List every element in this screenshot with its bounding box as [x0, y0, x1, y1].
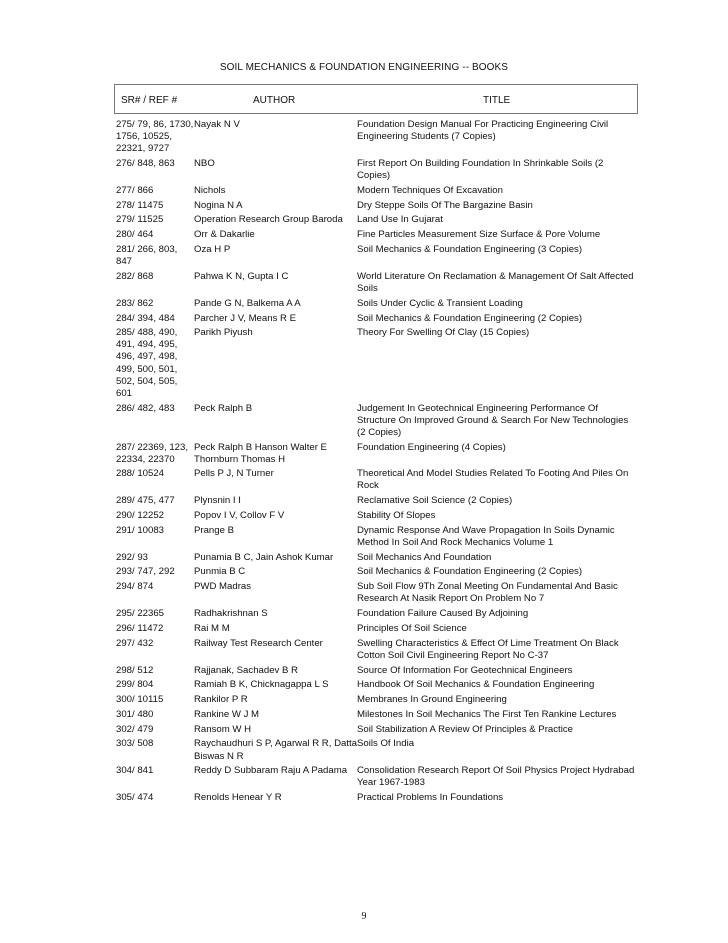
- table-row: [116, 525, 638, 549]
- author-cell: Operation Research Group Baroda: [194, 214, 343, 226]
- sr-ref-cell: 279/ 11525: [116, 214, 164, 226]
- sr-ref-cell: 277/ 866: [116, 184, 154, 196]
- header-author: AUTHOR: [253, 95, 296, 106]
- title-cell: Milestones In Soil Mechanics The First Ten Rankine Lectures: [357, 708, 617, 720]
- page-title: SOIL MECHANICS & FOUNDATION ENGINEERING -- BOOKS: [219, 62, 509, 73]
- sr-ref-cell: 288/ 10524: [116, 468, 165, 480]
- author-cell: Parcher J V, Means R E: [194, 312, 297, 324]
- author-cell: Rankilor P R: [194, 694, 248, 706]
- sr-ref-cell: 283/ 862: [116, 297, 154, 309]
- sr-ref-cell: 300/ 10115: [116, 694, 164, 706]
- table-row: [116, 581, 638, 605]
- table-row: [116, 709, 638, 721]
- title-cell: Practical Problems In Foundations: [357, 792, 504, 804]
- table-row: [116, 552, 638, 564]
- table-row: [116, 244, 638, 268]
- table-row: [116, 229, 638, 241]
- table-row: [116, 200, 638, 212]
- sr-ref-cell: 281/ 266, 803, 847: [116, 243, 178, 268]
- author-cell: Rankine W J M: [194, 708, 260, 720]
- sr-ref-cell: 290/ 12252: [116, 510, 165, 522]
- title-cell: Fine Particles Measurement Size Surface & Pore Volume: [357, 229, 601, 241]
- table-row: [116, 608, 638, 620]
- title-cell: Theoretical And Model Studies Related To Footing And Piles On Rock: [357, 468, 629, 492]
- author-cell: Nichols: [194, 184, 226, 196]
- title-cell: Foundation Engineering (4 Copies): [357, 441, 506, 453]
- title-cell: Stability Of Slopes: [357, 510, 436, 522]
- author-cell: Renolds Henear Y R: [194, 792, 282, 804]
- header-sr-ref: SR# / REF #: [121, 95, 178, 106]
- sr-ref-cell: 304/ 841: [116, 765, 154, 777]
- title-cell: Soil Mechanics & Foundation Engineering (2 Copies): [357, 566, 583, 578]
- sr-ref-cell: 278/ 11475: [116, 199, 164, 211]
- table-row: [116, 638, 638, 662]
- title-cell: Sub Soil Flow 9Th Zonal Meeting On Fundamental And Basic Research At Nasik Report On Problem No 7: [357, 581, 618, 605]
- table-row: [116, 765, 638, 789]
- table-row: [116, 679, 638, 691]
- author-cell: Punmia B C: [194, 566, 246, 578]
- table-row: [116, 313, 638, 325]
- table-row: [116, 298, 638, 310]
- sr-ref-cell: 305/ 474: [116, 792, 154, 804]
- sr-ref-cell: 289/ 475, 477: [116, 495, 175, 507]
- table-row: [116, 214, 638, 226]
- sr-ref-cell: 286/ 482, 483: [116, 402, 175, 414]
- sr-ref-cell: 295/ 22365: [116, 608, 165, 620]
- title-cell: Land Use In Gujarat: [357, 214, 443, 226]
- author-cell: Prange B: [194, 524, 235, 536]
- table-header: [114, 84, 638, 114]
- author-cell: Raychaudhuri S P, Agarwal R R, Datta Biswas N R: [194, 738, 357, 762]
- sr-ref-cell: 302/ 479: [116, 723, 154, 735]
- title-cell: Principles Of Soil Science: [357, 622, 467, 634]
- title-cell: Foundation Design Manual For Practicing Engineering Civil Engineering Students (7 Copies): [357, 119, 609, 143]
- title-cell: Soil Mechanics And Foundation: [357, 551, 492, 563]
- table-row: [116, 792, 638, 804]
- sr-ref-cell: 294/ 874: [116, 581, 154, 593]
- table-row: [116, 724, 638, 736]
- sr-ref-cell: 276/ 848, 863: [116, 157, 175, 169]
- title-cell: Dry Steppe Soils Of The Bargazine Basin: [357, 199, 533, 211]
- author-cell: Plynsnin I I: [194, 495, 241, 507]
- author-cell: Oza H P: [194, 243, 231, 255]
- table-row: [116, 158, 638, 182]
- table-row: [116, 442, 638, 466]
- page-number: 9: [361, 911, 367, 922]
- author-cell: Pande G N, Balkema A A: [194, 297, 301, 309]
- title-cell: Soils Under Cyclic & Transient Loading: [357, 297, 523, 309]
- title-cell: Theory For Swelling Of Clay (15 Copies): [357, 327, 530, 339]
- table-row: [116, 327, 638, 400]
- book-list: [116, 119, 638, 807]
- table-row: [116, 694, 638, 706]
- author-cell: Popov I V, Collov F V: [194, 510, 285, 522]
- table-row: [116, 510, 638, 522]
- sr-ref-cell: 291/ 10083: [116, 524, 165, 536]
- author-cell: Ransom W H: [194, 723, 252, 735]
- sr-ref-cell: 285/ 488, 490, 491, 494, 495, 496, 497, 498, 499, 500, 501, 502, 504, 505, 601: [116, 327, 178, 399]
- sr-ref-cell: 299/ 804: [116, 679, 154, 691]
- sr-ref-cell: 297/ 432: [116, 637, 154, 649]
- title-cell: Dynamic Response And Wave Propagation In Soils Dynamic Method In Soil And Rock Mechanics Volume 1: [357, 524, 615, 548]
- author-cell: Ramiah B K, Chicknagappa L S: [194, 679, 329, 691]
- sr-ref-cell: 303/ 508: [116, 738, 154, 750]
- title-cell: Soil Mechanics & Foundation Engineering (3 Copies): [357, 243, 583, 255]
- author-cell: Reddy D Subbaram Raju A Padama: [194, 765, 348, 777]
- table-row: [116, 566, 638, 578]
- author-cell: Peck Ralph B: [194, 402, 253, 414]
- author-cell: Punamia B C, Jain Ashok Kumar: [194, 551, 334, 563]
- author-cell: PWD Madras: [194, 581, 252, 593]
- author-cell: Pells P J, N Turner: [194, 468, 274, 480]
- title-cell: Swelling Characteristics & Effect Of Lime Treatment On Black Cotton Soil Civil Engineering Report No C-37: [357, 637, 619, 661]
- sr-ref-cell: 282/ 868: [116, 270, 154, 282]
- title-cell: Judgement In Geotechnical Engineering Performance Of Structure On Improved Ground & Search For New Technologies (2 Copies): [357, 402, 629, 438]
- table-row: [116, 119, 638, 155]
- table-row: [116, 623, 638, 635]
- table-row: [116, 468, 638, 492]
- sr-ref-cell: 301/ 480: [116, 708, 154, 720]
- title-cell: Membranes In Ground Engineering: [357, 694, 507, 706]
- title-cell: Soil Stabilization A Review Of Principles & Practice: [357, 723, 573, 735]
- title-cell: Soil Mechanics & Foundation Engineering (2 Copies): [357, 312, 583, 324]
- header-title: TITLE: [483, 95, 511, 106]
- title-cell: First Report On Building Foundation In Shrinkable Soils (2 Copies): [357, 157, 604, 182]
- sr-ref-cell: 275/ 79, 86, 1730, 1756, 10525, 22321, 9727: [116, 119, 194, 155]
- title-cell: World Literature On Reclamation & Management Of Salt Affected Soils: [357, 270, 634, 294]
- table-row: [116, 495, 638, 507]
- author-cell: Nogina N A: [194, 199, 243, 211]
- author-cell: Peck Ralph B Hanson Walter E Thornburn Thomas H: [194, 441, 327, 465]
- title-cell: Source Of Information For Geotechnical Engineers: [357, 664, 573, 676]
- sr-ref-cell: 296/ 11472: [116, 622, 164, 634]
- author-cell: Rajjanak, Sachadev B R: [194, 664, 298, 676]
- title-cell: Soils Of India: [357, 738, 415, 750]
- author-cell: Parikh Piyush: [194, 327, 253, 339]
- title-cell: Reclamative Soil Science (2 Copies): [357, 495, 513, 507]
- sr-ref-cell: 298/ 512: [116, 664, 154, 676]
- title-cell: Foundation Failure Caused By Adjoining: [357, 608, 529, 620]
- table-row: [116, 403, 638, 439]
- author-cell: Radhakrishnan S: [194, 608, 268, 620]
- table-row: [116, 665, 638, 677]
- table-row: [116, 271, 638, 295]
- sr-ref-cell: 284/ 394, 484: [116, 312, 175, 324]
- sr-ref-cell: 280/ 464: [116, 229, 154, 241]
- sr-ref-cell: 287/ 22369, 123, 22334, 22370: [116, 441, 189, 465]
- author-cell: Railway Test Research Center: [194, 637, 323, 649]
- title-cell: Handbook Of Soil Mechanics & Foundation Engineering: [357, 679, 595, 691]
- title-cell: Consolidation Research Report Of Soil Physics Project Hydrabad Year 1967-1983: [357, 765, 635, 789]
- sr-ref-cell: 292/ 93: [116, 551, 149, 563]
- author-cell: Nayak N V: [194, 119, 240, 130]
- sr-ref-cell: 293/ 747, 292: [116, 566, 175, 578]
- author-cell: Orr & Dakarlie: [194, 229, 255, 241]
- author-cell: NBO: [194, 157, 215, 169]
- table-row: [116, 185, 638, 197]
- title-cell: Modern Techniques Of Excavation: [357, 184, 503, 196]
- author-cell: Rai M M: [194, 622, 230, 634]
- table-row: [116, 738, 638, 762]
- author-cell: Pahwa K N, Gupta I C: [194, 270, 289, 282]
